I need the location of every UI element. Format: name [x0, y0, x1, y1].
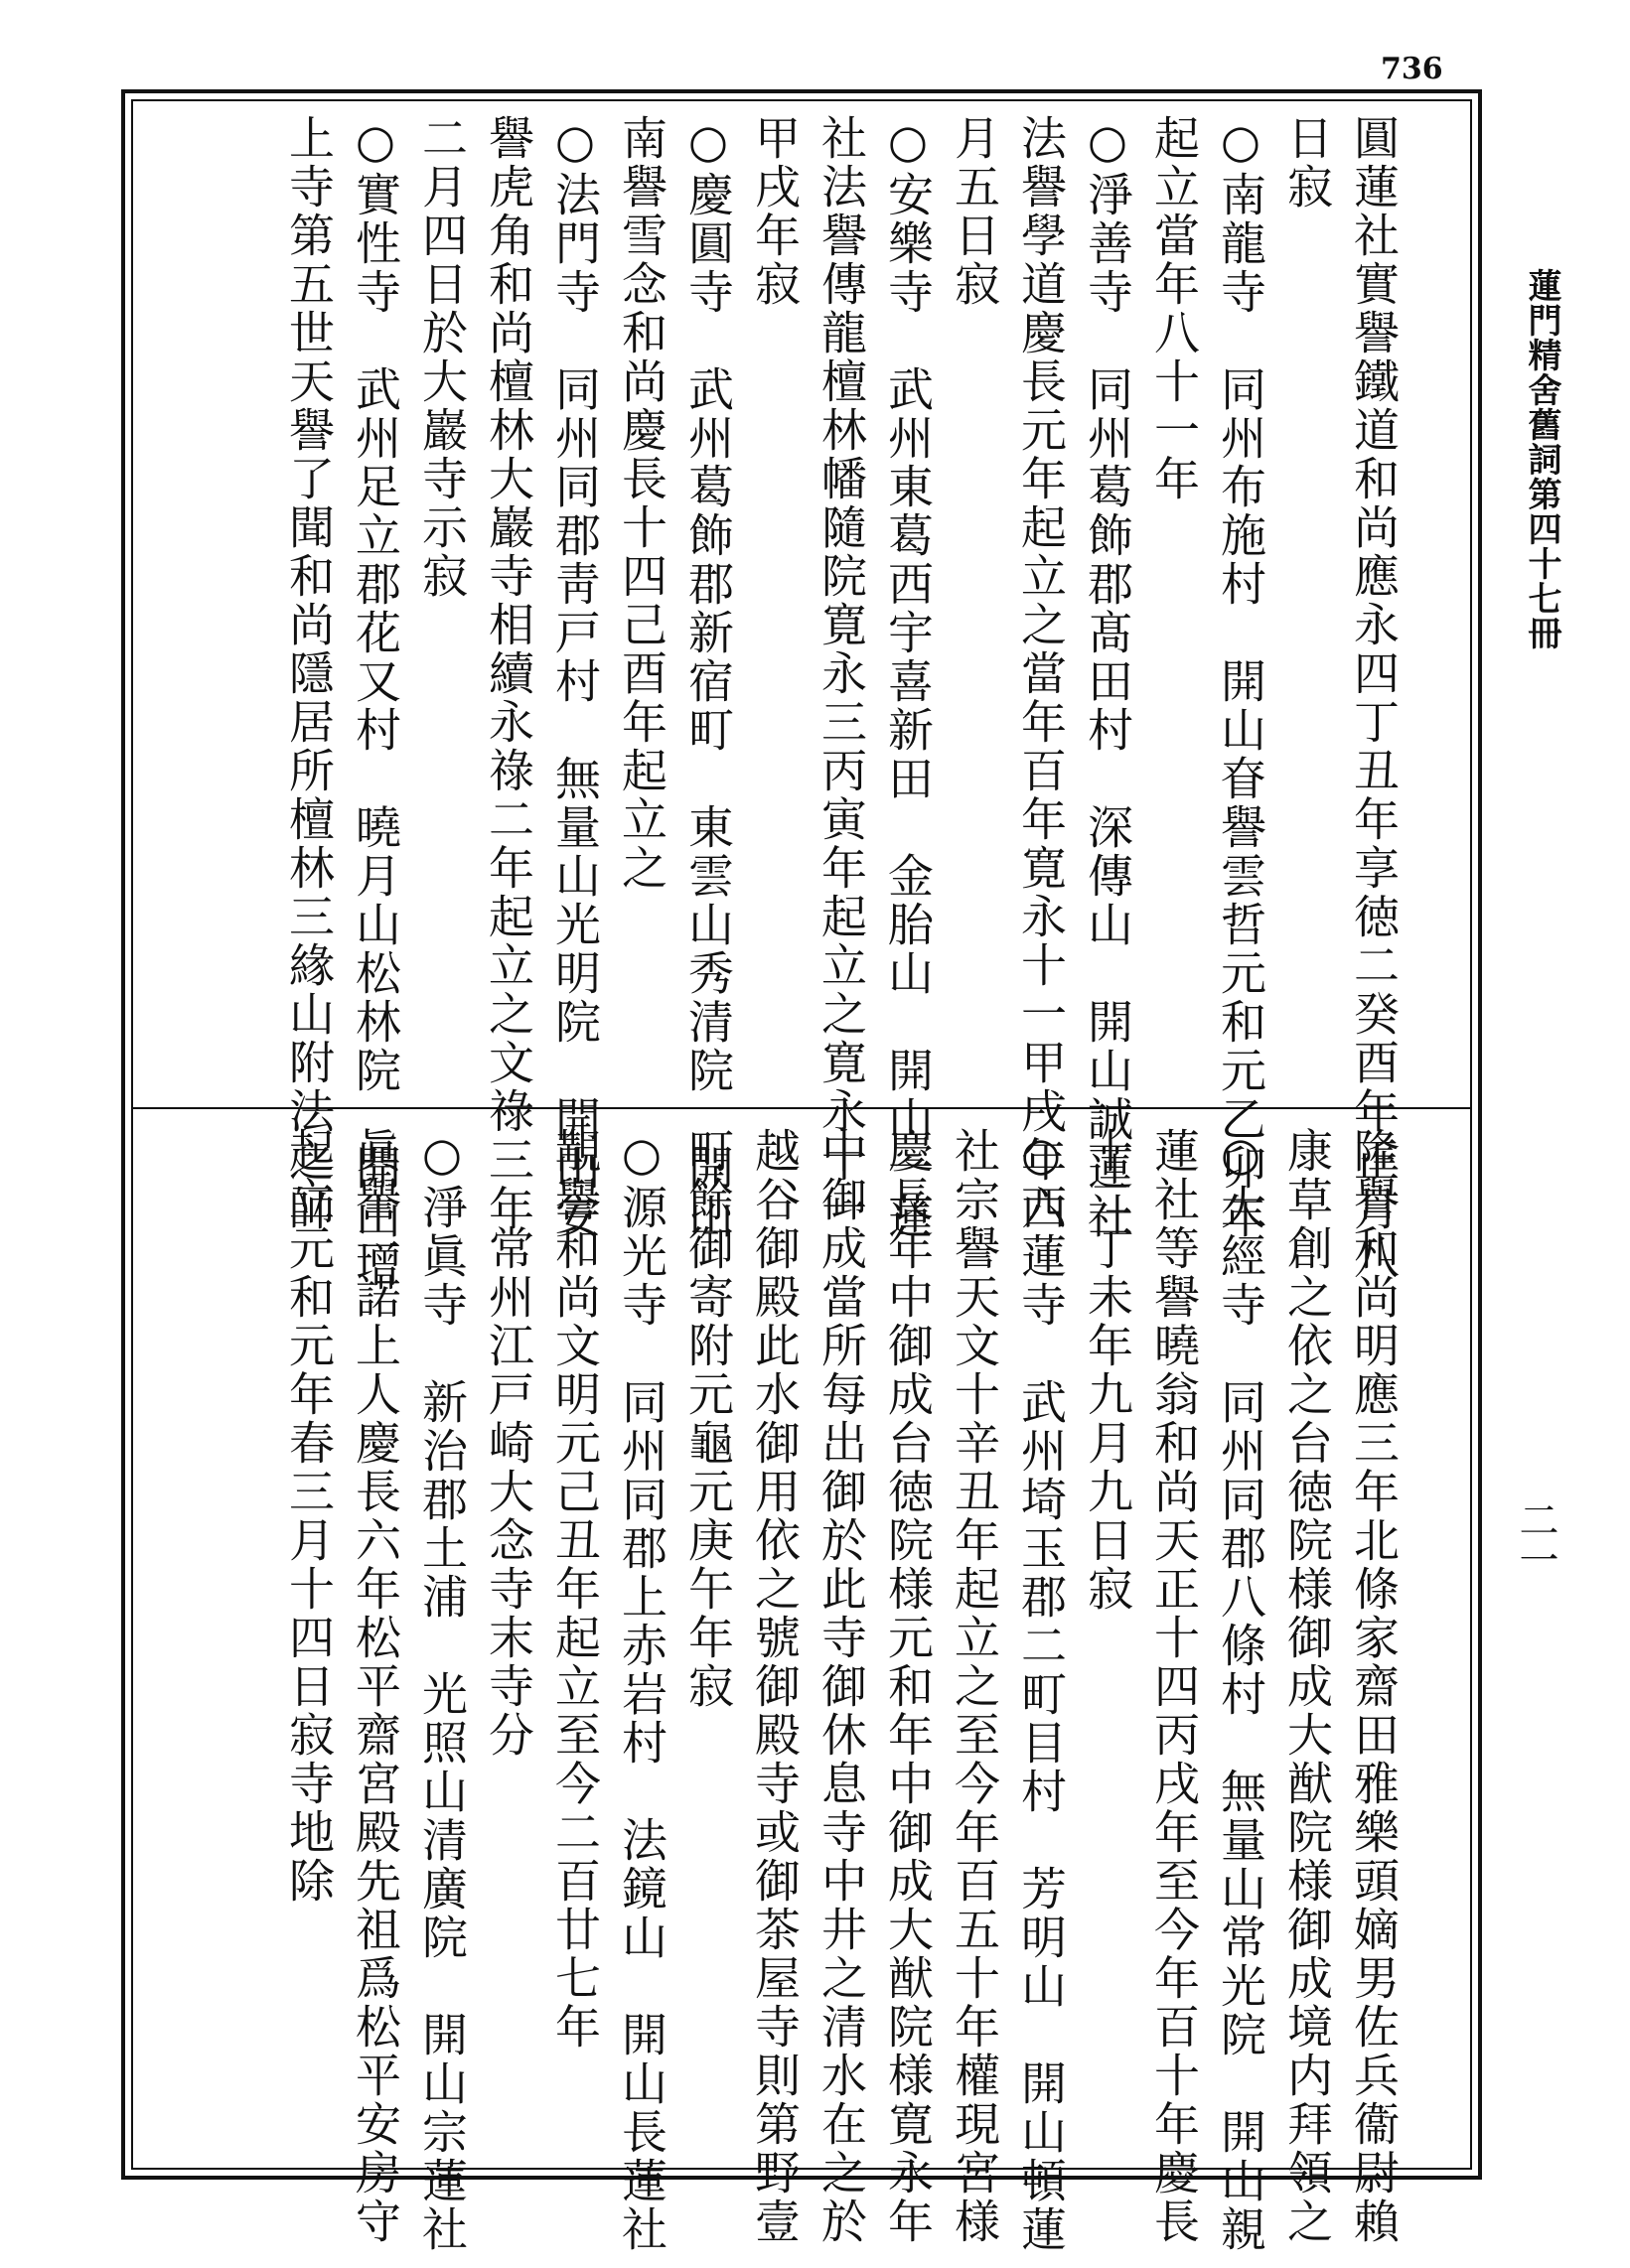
text-column: ○淨眞寺 新治郡土浦 光照山清廣院 開山宗蓮社: [415, 1127, 469, 2254]
text-column: ○西蓮寺 武州埼玉郡二町目村 芳明山 開山頓蓮: [1014, 1127, 1068, 2254]
text-column: ○源光寺 同州同郡上赤岩村 法鏡山 開山長蓮社: [615, 1127, 668, 2254]
text-column: 起立當年八十一年: [1147, 114, 1201, 503]
text-column: 隆譽和尚明應三年北條家齋田雅樂頭嫡男佐兵衞尉賴: [1347, 1127, 1401, 2246]
text-column: ○淨善寺 同州葛飾郡髙田村 深傳山 開山誠蓮社: [1081, 114, 1134, 1241]
text-column: 日寂: [1280, 114, 1334, 212]
text-column: 譽虎角和尚檀林大巖寺相續永祿二年起立之文祿三年: [482, 114, 535, 1233]
text-column: 社宗譽天文十辛丑年起立之至今年百五十年權現宮様: [948, 1127, 1001, 2246]
page-number: 736: [1381, 52, 1443, 86]
text-column: ○安樂寺 武州東葛西宇喜新田 金胎山 開山一蓮: [881, 114, 935, 1241]
text-column: 町餘御寄附元龜元庚午年寂: [681, 1127, 735, 1711]
margin-page-number: 二一: [1513, 1499, 1558, 1579]
text-column: ○慶圓寺 武州葛飾郡新宿町 東雲山秀清院 開山: [681, 114, 735, 1241]
text-column: ○法門寺 同州同郡靑戸村 無量山光明院 開山安: [548, 114, 602, 1241]
text-column: 蓮社等譽曉翁和尚天正十四丙戌年至今年百十年慶長: [1147, 1127, 1201, 2246]
text-column: 覯譽和尚文明元己丑年起立至今二百廿七年: [548, 1127, 602, 2052]
text-column: ○大經寺 同州同郡八條村 無量山常光院 開山親: [1214, 1127, 1267, 2254]
text-column: 法譽學道慶長元年起立之當年百年寛永十一甲戌年六: [1014, 114, 1068, 1233]
text-column: 越谷御殿此水御用依之號御殿寺或御茶屋寺則第野壹: [748, 1127, 802, 2246]
text-column: ○實性寺 武州足立郡花又村 曉月山松林院 開山增: [349, 114, 402, 1290]
text-column: 十二丁未年九月九日寂: [1081, 1127, 1134, 1614]
text-column: 社法譽傳龍檀林幡隨院寛永三丙寅年起立之寛永十一: [815, 114, 868, 1233]
text-column: 中御成當所每出御於此寺御休息寺中井之清水在之於: [815, 1127, 868, 2246]
text-column: 慶長年中御成台徳院様元和年中御成大猷院様寛永年: [881, 1127, 935, 2246]
text-column: 二月四日於大巖寺示寂: [415, 114, 469, 601]
text-column: 眞譽一諾上人慶長六年松平齋宮殿先祖爲松平安房守: [349, 1127, 402, 2246]
text-column: 起立元和元年春三月十四日寂寺地除: [282, 1127, 336, 1906]
text-column: 康草創之依之台徳院様御成大猷院様御成境内拜領之: [1280, 1127, 1334, 2246]
text-column: 南譽雪念和尚慶長十四己酉年起立之: [615, 114, 668, 893]
text-column: 月五日寂: [948, 114, 1001, 309]
text-column: ○南龍寺 同州布施村 開山眘譽雲哲元和元乙卯年: [1214, 114, 1267, 1241]
text-column: 上寺第五世天譽了聞和尚隱居所檀林三緣山附法之師: [282, 114, 336, 1233]
text-column: 圓蓮社實譽鐵道和尚應永四丁丑年享徳二癸酉年正月八: [1347, 114, 1401, 1282]
margin-title: 蓮門精舍舊詞第四十七冊: [1522, 268, 1561, 650]
text-column: 常州江戸崎大念寺末寺分: [482, 1127, 535, 1760]
text-column: 甲戌年寂: [748, 114, 802, 309]
